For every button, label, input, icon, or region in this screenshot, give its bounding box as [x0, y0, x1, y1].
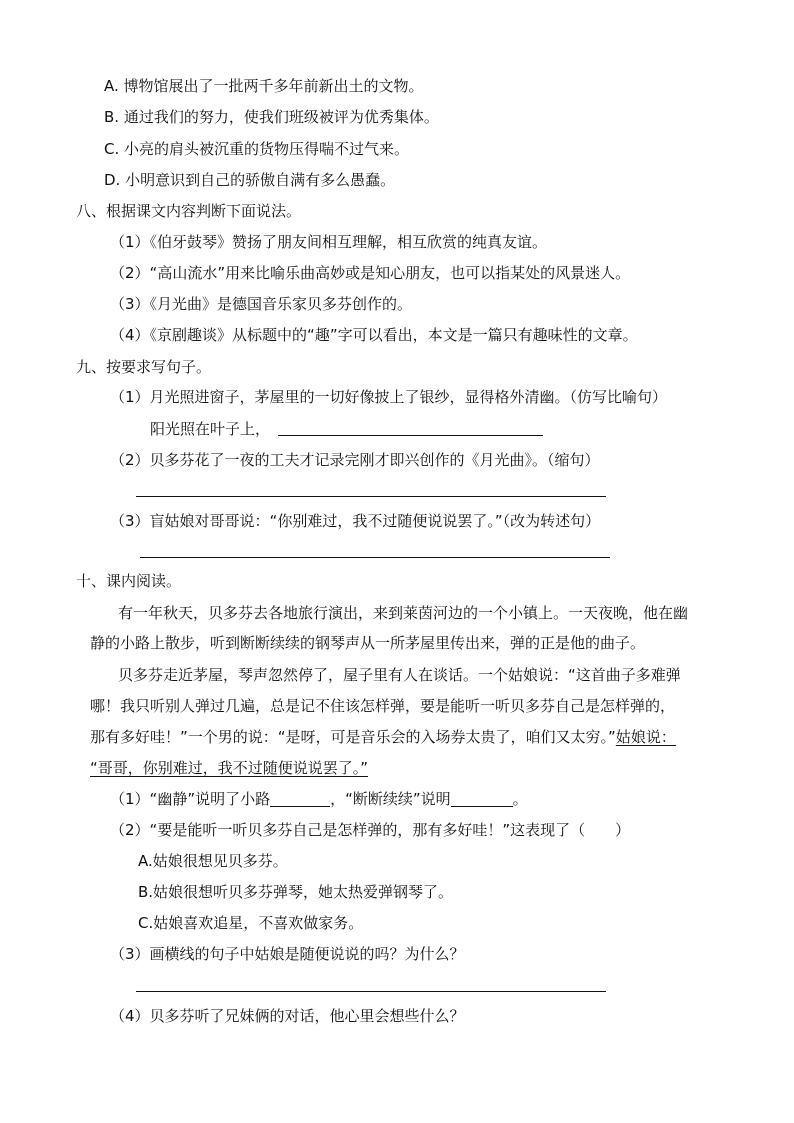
option-d: D. 小明意识到自己的骄傲自满有多么愚蠢。	[104, 171, 396, 189]
reading-q2: （2）“要是能听一听贝多芬自己是怎样弹的，那有多好哇！”这表现了（ ）	[110, 821, 631, 839]
section8-item-2: （2）“高山流水”用来比喻乐曲高妙或是知心朋友，也可以指某处的风景迷人。	[110, 264, 631, 282]
option-b: B. 通过我们的努力，使我们班级被评为优秀集体。	[104, 108, 439, 126]
reading-q1-blank-2[interactable]	[451, 790, 513, 807]
section9-q2: （2）贝多芬花了一夜的工夫才记录完刚才即兴创作的《月光曲》。（缩句）	[110, 451, 600, 469]
passage-p2-line2: 哪！我只听别人弹过几遍，总是记不住该怎样弹，要是能听一听贝多芬自己是怎样弹的，	[90, 697, 676, 715]
reading-q2-option-b: B.姑娘很想听贝多芬弹琴，她太热爱弹钢琴了。	[138, 883, 454, 901]
reading-q1-part2: ，“断断续续”说明	[330, 790, 451, 808]
reading-q2-option-c: C.姑娘喜欢追星，不喜欢做家务。	[138, 914, 364, 932]
passage-p2-line1: 贝多芬走近茅屋，琴声忽然停了，屋子里有人在谈话。一个姑娘说：“这首曲子多难弹	[118, 666, 681, 684]
section9-q3: （3）盲姑娘对哥哥说：“你别难过，我不过随便说说罢了。”（改为转述句）	[110, 512, 601, 530]
section9-q1-answer-line[interactable]	[278, 435, 543, 436]
section9-q3-answer-line[interactable]	[140, 557, 610, 558]
section10-title: 十、课内阅读。	[76, 572, 182, 590]
section9-q1-prompt: 阳光照在叶子上，	[150, 420, 271, 438]
passage-p2-line3-text: 那有多好哇！”一个男的说：“是呀，可是音乐会的入场券太贵了，咱们又太穷。”	[90, 728, 616, 746]
option-a: A. 博物馆展出了一批两千多年前新出土的文物。	[104, 77, 424, 95]
reading-q1	[110, 789, 528, 809]
reading-q1-part3: 。	[512, 790, 528, 808]
option-c: C. 小亮的肩头被沉重的货物压得喘不过气来。	[104, 140, 410, 158]
underlined-sentence-start: 姑娘说：	[615, 728, 676, 746]
passage-p1-line1: 有一年秋天，贝多芬去各地旅行演出，来到莱茵河边的一个小镇上。一天夜晚，他在幽	[118, 604, 689, 622]
section8-item-1: （1）《伯牙鼓琴》赞扬了朋友间相互理解，相互欣赏的纯真友谊。	[110, 233, 548, 251]
reading-q1-blank-1[interactable]	[270, 790, 330, 807]
reading-q3: （3）画横线的句子中姑娘是随便说说的吗？为什么？	[110, 945, 465, 963]
section8-title: 八、根据课文内容判断下面说法。	[76, 202, 302, 220]
reading-q1-part1: （1）“幽静”说明了小路	[110, 790, 271, 808]
underlined-sentence-end: “哥哥，你别难过，我不过随便说说罢了。”	[90, 759, 369, 777]
section9-q1: （1）月光照进窗子，茅屋里的一切好像披上了银纱，显得格外清幽。（仿写比喻句）	[110, 388, 668, 406]
section8-item-3: （3）《月光曲》是德国音乐家贝多芬创作的。	[110, 295, 413, 313]
reading-q3-answer-line[interactable]	[136, 991, 606, 992]
section9-title: 九、按要求写句子。	[76, 358, 212, 376]
section8-item-4: （4）《京剧趣谈》从标题中的“趣”字可以看出，本文是一篇只有趣味性的文章。	[110, 326, 638, 344]
reading-q4: （4）贝多芬听了兄妹俩的对话，他心里会想些什么？	[110, 1007, 465, 1025]
passage-p1-line2: 静的小路上散步，听到断断续续的钢琴声从一所茅屋里传出来，弹的正是他的曲子。	[90, 634, 646, 652]
reading-q2-option-a: A.姑娘很想见贝多芬。	[138, 852, 288, 870]
section9-q2-answer-line[interactable]	[136, 496, 606, 497]
passage-p2-line3	[90, 727, 676, 747]
